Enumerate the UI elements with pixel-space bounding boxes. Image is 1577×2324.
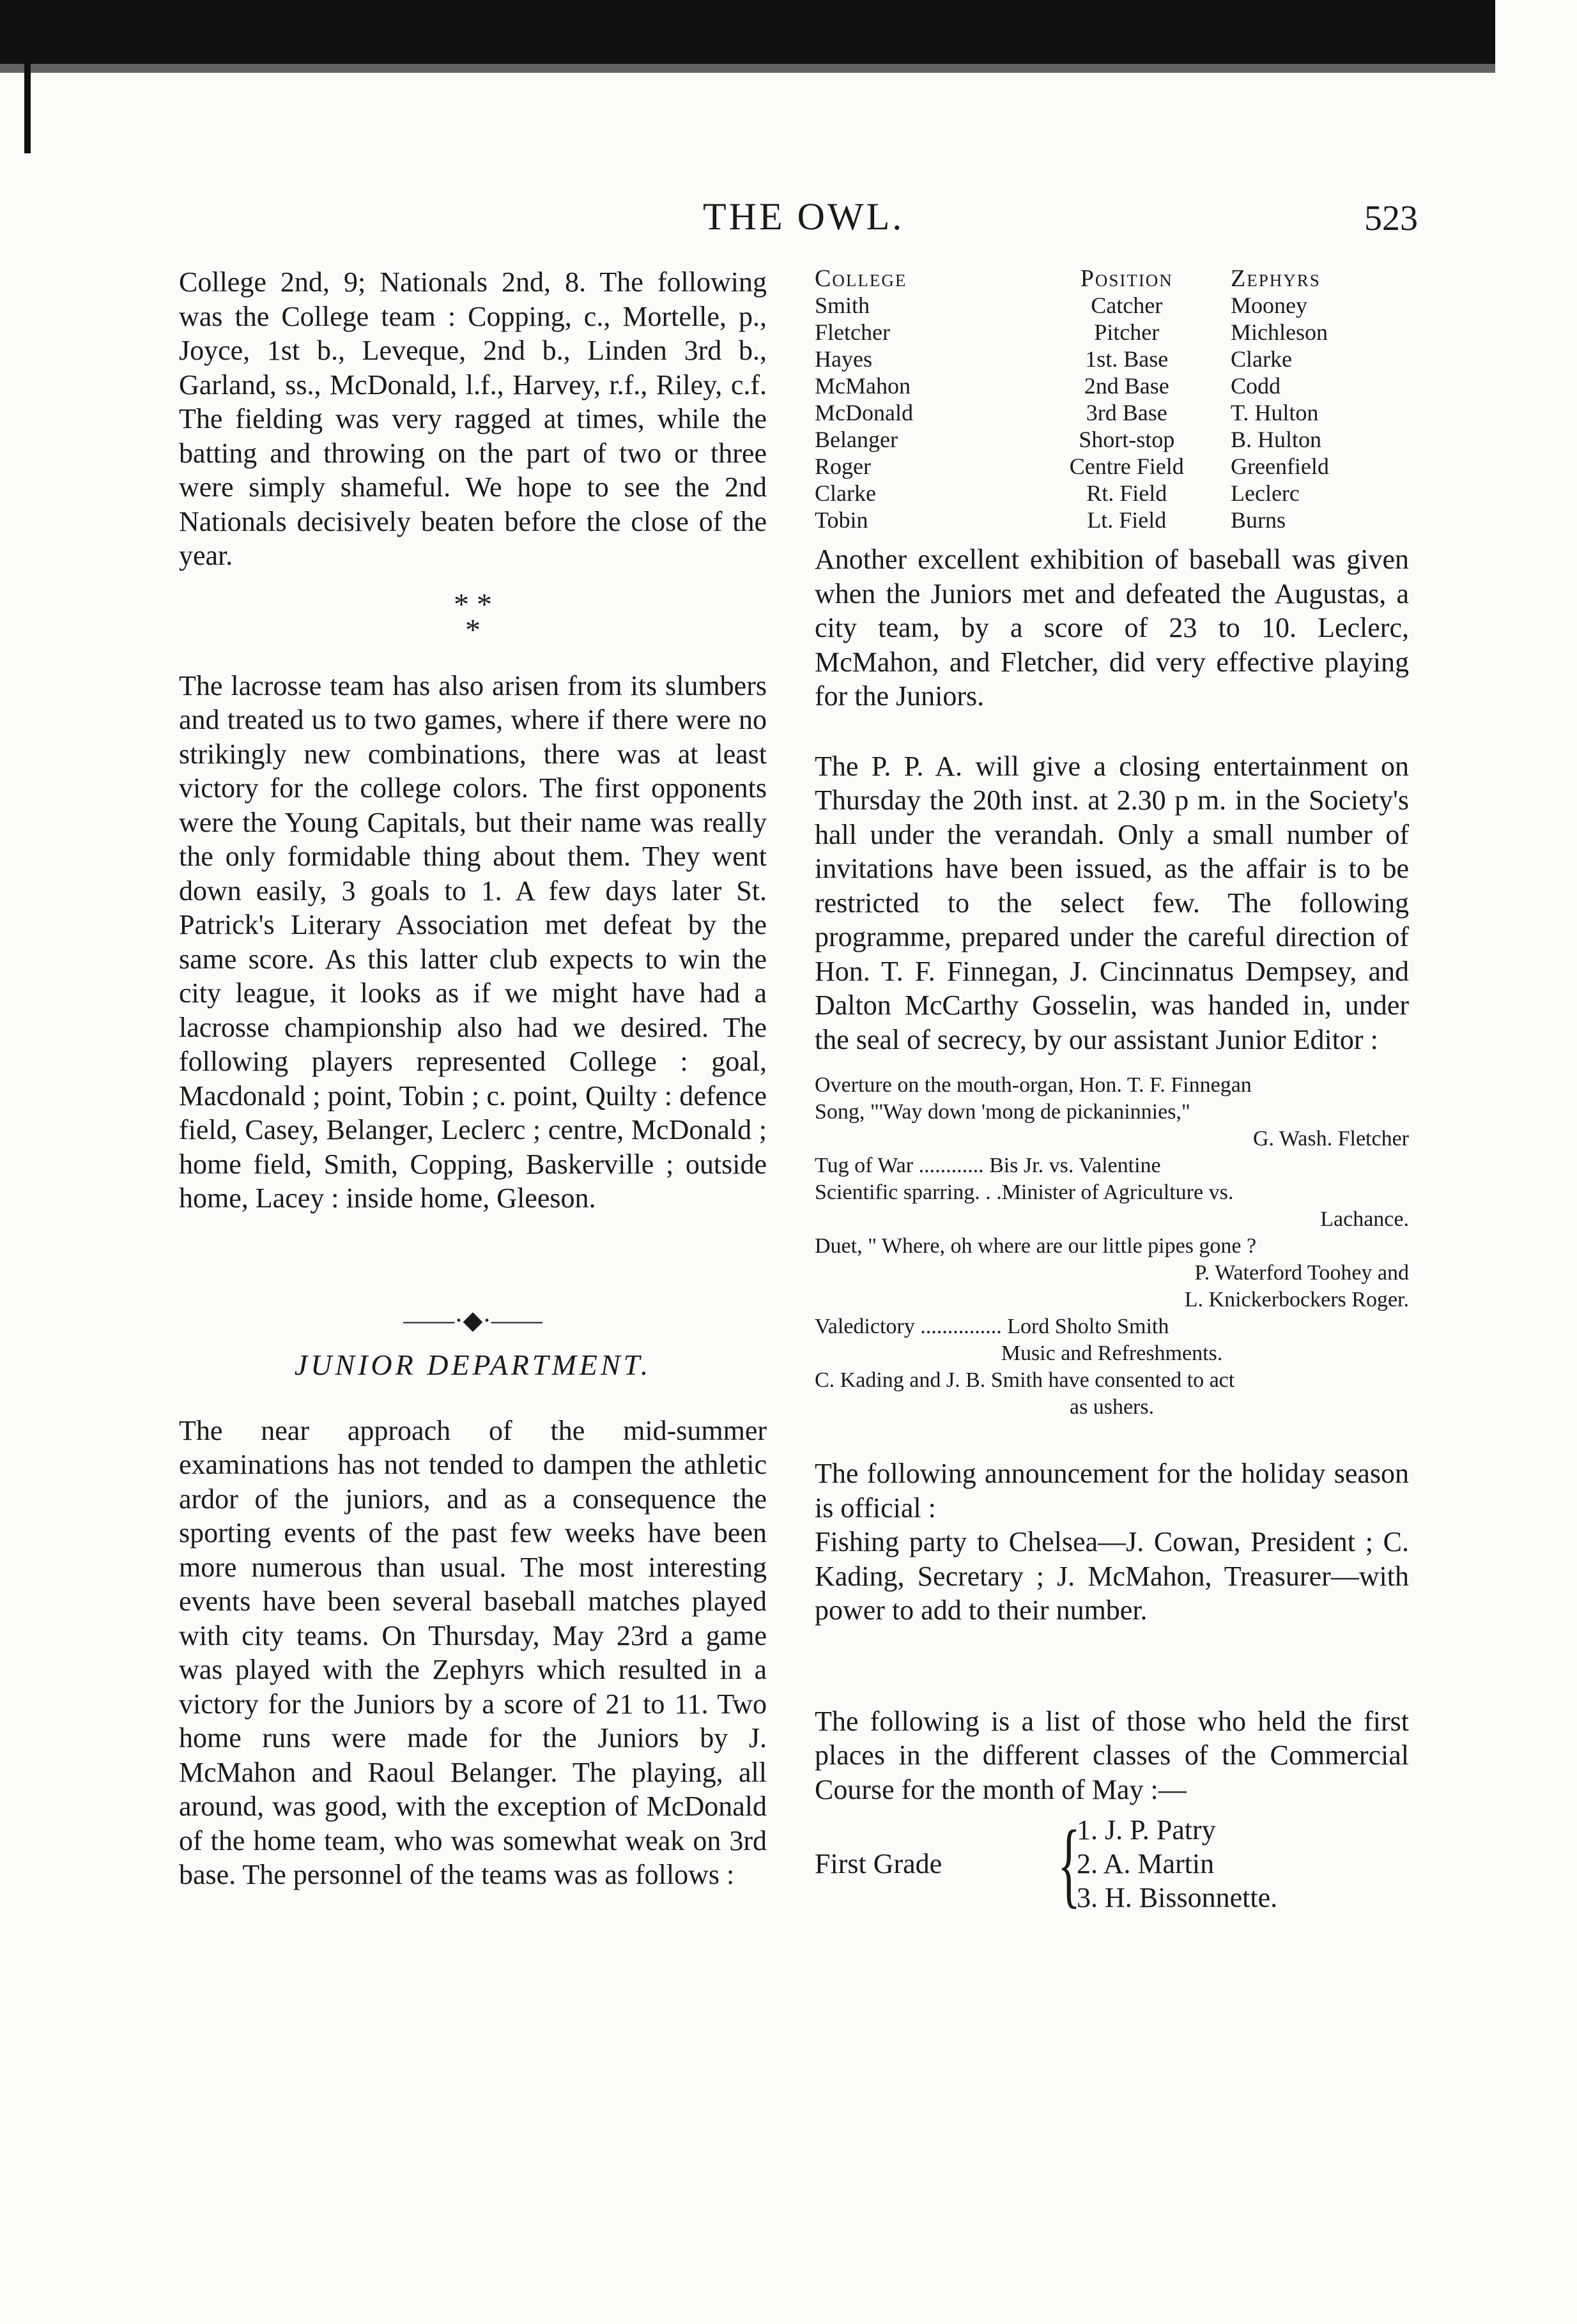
paragraph-fishing-party: Fishing party to Chelsea—J. Cowan, President ; C. Kading, Secretary ; J. McMahon, Treasurer—with power to add to their number. <box>815 1526 1409 1626</box>
programme-item: Song, "'Way down 'mong de pickaninnies," <box>815 1100 1190 1124</box>
spacer <box>815 1628 1409 1704</box>
programme-note: as ushers. <box>1069 1395 1155 1419</box>
table-row <box>815 346 1409 372</box>
table-cell: 1st. Base <box>1085 346 1169 372</box>
grade-entry: 2. A. Martin <box>1077 1848 1215 1879</box>
header-zephyrs: Zephyrs <box>1231 265 1321 292</box>
table-cell: McMahon <box>815 373 911 399</box>
programme-performer: P. Waterford Toohey and <box>1194 1261 1409 1285</box>
table-row <box>815 426 1409 453</box>
table-cell: Roger <box>815 454 871 479</box>
programme-list <box>815 1072 1409 1421</box>
programme-item: Duet, " Where, oh where are our little pipes gone ? <box>815 1234 1257 1258</box>
paragraph-ppa-entertainment: The P. P. A. will give a closing entertainment on Thursday the 20th inst. at 2.30 p m. in the Society's hall under the verandah. Only a small number of invitations have been issued, as the affair is to be restricted to the select few. The following programme, prepared under the careful direction of Hon. T. F. Finnegan, J. Cincinnatus Dempsey, and Dalton McCarthy Gosselin, was handed in, under the seal of secrecy, by our assistant Junior Editor : <box>815 750 1409 1055</box>
programme-performer: L. Knickerbockers Roger. <box>1184 1288 1409 1311</box>
table-cell: Leclerc <box>1231 480 1300 506</box>
asterism-bottom: * <box>465 613 481 647</box>
spacer <box>815 1421 1409 1456</box>
grade-list <box>1077 1813 1277 1915</box>
programme-performer: G. Wash. Fletcher <box>1252 1127 1409 1151</box>
table-cell: Hayes <box>815 346 872 372</box>
grade-label: First Grade <box>815 1848 942 1879</box>
left-column <box>179 265 767 1892</box>
table-cell: 2nd Base <box>1084 373 1169 399</box>
left-border-mark <box>24 64 31 153</box>
table-row <box>815 372 1409 399</box>
table-cell: Michleson <box>1231 319 1328 345</box>
paragraph-holiday-announcement: The following announcement for the holiday season is official : <box>815 1458 1409 1524</box>
top-border-bar <box>0 0 1495 64</box>
table-cell: Smith <box>815 293 870 318</box>
brace-glyph: { <box>1058 1810 1081 1917</box>
programme-item: Tug of War ............ Bis Jr. vs. Valentine <box>815 1154 1161 1177</box>
table-cell: Mooney <box>1231 293 1307 318</box>
table-cell: Burns <box>1231 507 1286 533</box>
table-cell: Pitcher <box>1094 319 1160 345</box>
table-cell: Catcher <box>1091 293 1163 318</box>
programme-performer: Lachance. <box>1320 1207 1409 1231</box>
table-cell: Tobin <box>815 507 868 533</box>
table-row <box>815 399 1409 426</box>
section-asterism <box>179 587 767 669</box>
section-heading: JUNIOR DEPARTMENT. <box>294 1348 652 1381</box>
paragraph-commercial-course: The following is a list of those who held the first places in the different classes of the Commercial Course for the month of May :— <box>815 1705 1409 1805</box>
table-cell: Lt. Field <box>1087 507 1167 533</box>
table-cell: Rt. Field <box>1086 480 1167 506</box>
paragraph-lacrosse: The lacrosse team has also arisen from its slumbers and treated us to two games, where if there were no strikingly new combinations, there was at least victory for the college colors. The first opponents were the Young Capitals, but their name was really the only formidable thing about them. They went down easily, 3 goals to 1. A few days later St. Patrick's Literary Association met defeat by the same score. As this latter club expects to win the city league, it looks as if we might have had a lacrosse championship also had we desired. The following players represented College : goal, Macdonald ; point, Tobin ; c. point, Quilty : defence field, Casey, Belanger, Leclerc ; centre, McDonald ; home field, Smith, Copping, Baskerville ; outside home, Lacey : inside home, Gleeson. <box>179 669 767 1214</box>
spacer <box>815 714 1409 749</box>
table-cell: 3rd Base <box>1086 400 1167 425</box>
programme-item: Music and Refreshments. <box>1001 1342 1223 1365</box>
table-cell: Short-stop <box>1079 427 1175 452</box>
table-cell: Greenfield <box>1231 454 1329 479</box>
table-cell: Belanger <box>815 427 898 452</box>
table-cell: Clarke <box>1231 346 1292 372</box>
table-row <box>815 507 1409 533</box>
page-number: 523 <box>1364 199 1418 238</box>
paragraph-baseball-result: College 2nd, 9; Nationals 2nd, 8. The following was the College team : Copping, c., Mortelle, p., Joyce, 1st b., Leveque, 2nd b., Linden 3rd b., Garland, ss., McDonald, l.f., Harvey, r.f., Riley, c.f. The fielding was very ragged at times, while the batting and throwing on the part of two or three were simply shameful. We hope to see the 2nd Nationals decisively beaten before the close of the year. <box>179 266 767 571</box>
table-row <box>815 292 1409 319</box>
table-cell: B. Hulton <box>1231 427 1322 452</box>
table-cell: Clarke <box>815 480 876 506</box>
header-position: Position <box>1080 265 1173 292</box>
asterism-top: * * <box>454 587 492 622</box>
paragraph-augustas-game: Another excellent exhibition of baseball was given when the Juniors met and defeated the Augustas, a city team, by a score of 23 to 10. Leclerc, McMahon, and Fletcher, did very effective playing for the Juniors. <box>815 544 1409 712</box>
table-row <box>815 319 1409 346</box>
table-cell: Centre Field <box>1069 454 1184 479</box>
grade-block <box>815 1810 1409 1917</box>
table-cell: Fletcher <box>815 319 890 345</box>
ornamental-rule: ——·◆·—— <box>403 1305 542 1334</box>
grade-entry: 3. H. Bissonnette. <box>1077 1882 1278 1913</box>
grade-entry: 1. J. P. Patry <box>1077 1814 1216 1846</box>
table-row <box>815 453 1409 480</box>
programme-item: Valedictory ............... Lord Sholto Smith <box>815 1315 1169 1338</box>
programme-item: Scientific sparring. . .Minister of Agriculture vs. <box>815 1181 1234 1204</box>
top-border-shadow <box>0 64 1495 73</box>
running-title: THE OWL. <box>703 195 905 238</box>
table-cell: Codd <box>1231 373 1281 399</box>
header-college: College <box>815 265 907 292</box>
table-cell: McDonald <box>815 400 913 425</box>
table-cell: T. Hulton <box>1231 400 1319 425</box>
programme-note: C. Kading and J. B. Smith have consented to act <box>815 1368 1235 1392</box>
lineup-header-row <box>815 265 1409 292</box>
table-row <box>815 480 1409 507</box>
programme-item: Overture on the mouth-organ, Hon. T. F. Finnegan <box>815 1073 1252 1097</box>
lineup-table <box>815 265 1409 533</box>
paragraph-junior-baseball: The near approach of the mid-summer examinations has not tended to dampen the athletic ardor of the juniors, and as a consequence the sporting events of the past few weeks have been more numerous than usual. The most interesting events have been several baseball matches played with city teams. On Thursday, May 23rd a game was played with the Zephyrs which resulted in a victory for the Juniors by a score of 21 to 11. Two home runs were made for the Juniors by J. McMahon and Raoul Belanger. The playing, all around, was good, with the exception of McDonald of the home team, who was somewhat weak on 3rd base. The personnel of the teams was as follows : <box>179 1414 767 1890</box>
spacer <box>179 1216 767 1292</box>
right-column <box>815 265 1409 1915</box>
